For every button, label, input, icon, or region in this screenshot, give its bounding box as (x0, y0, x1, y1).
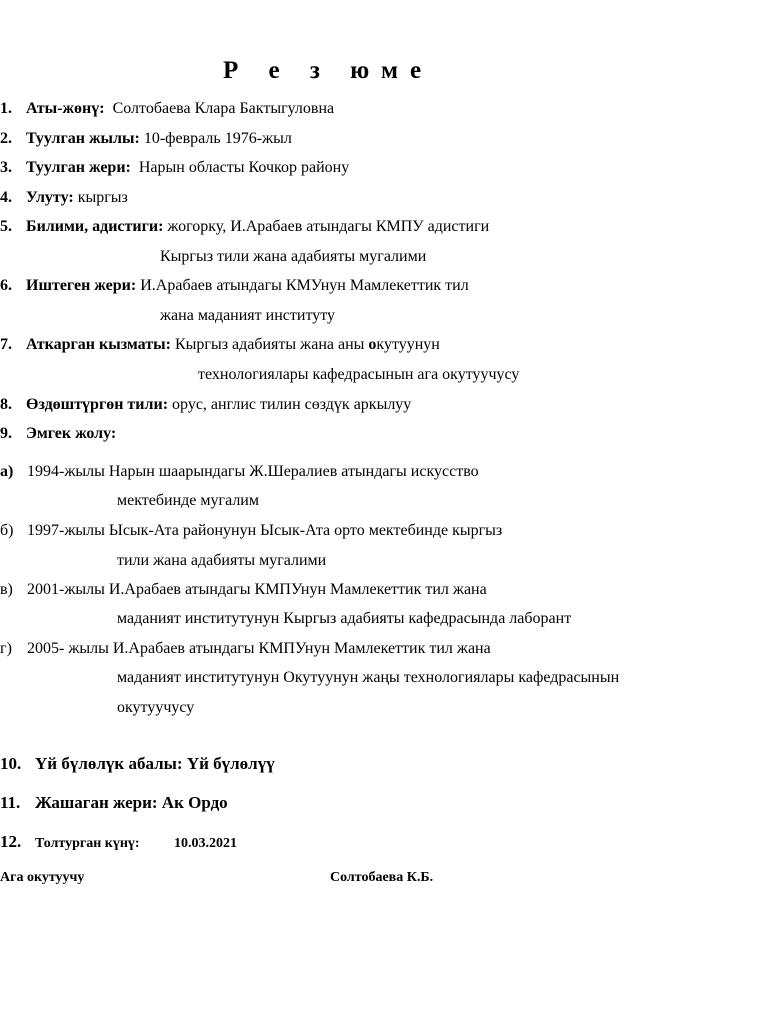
work-entry-continuation: маданият институтунун Кыргыз адабияты кафедрасында лаборант (117, 610, 572, 627)
work-entry-c (0, 580, 487, 600)
work-entry-continuation: маданият институтунун Окутуунун жаңы технологиялары кафедрасынын (117, 669, 620, 686)
item-value-tail: кутуунун (376, 336, 440, 353)
work-entry-text: 2001-жылы И.Арабаев атындагы КМПУнун Мамлекеттик тил жана (27, 581, 487, 598)
item-number: 2. (0, 130, 12, 147)
work-entry-marker: г) (0, 640, 12, 657)
item-value: И.Арабаев атындагы КМУнун Мамлекеттик тил (136, 277, 469, 294)
work-entry-b (0, 521, 502, 541)
work-entry-d (0, 639, 491, 659)
item-number: 10. (0, 754, 22, 773)
item-value: жогорку, И.Арабаев атындагы КМПУ адистиги (163, 218, 490, 235)
work-entry-marker: а) (0, 463, 14, 480)
item-number: 7. (0, 336, 12, 353)
item-full-name (0, 99, 334, 119)
item-value: кыргыз (73, 189, 128, 206)
item-value: 10-февраль 1976-жыл (139, 130, 292, 147)
signature-position: Ага окутуучу (0, 870, 85, 885)
item-education-continuation: Кыргыз тили жана адабияты мугалими (160, 248, 427, 265)
item-label: Өздөштүргөн тили: (26, 396, 169, 413)
item-label: Аткарган кызматы: (26, 336, 171, 353)
item-fill-date (0, 832, 237, 854)
item-number: 6. (0, 277, 12, 294)
item-label: Туулган жылы: (26, 130, 140, 147)
signature-name: Солтобаева К.Б. (330, 870, 434, 885)
item-languages (0, 395, 411, 415)
item-number: 1. (0, 100, 12, 117)
fill-date-label: Толтурган күнү: (35, 836, 140, 851)
item-number: 12. (0, 832, 22, 851)
item-label: Эмгек жолу: (26, 425, 117, 442)
item-number: 11. (0, 793, 21, 812)
item-value-bold-letter: о (368, 336, 377, 353)
work-entry-marker: б) (0, 522, 14, 539)
item-number: 9. (0, 425, 12, 442)
item-nationality (0, 188, 128, 208)
item-family-status (0, 754, 275, 774)
item-position-continuation: технологиялары кафедрасынын ага окутуучусу (198, 366, 520, 383)
item-number: 4. (0, 189, 12, 206)
work-entry-marker: в) (0, 581, 13, 598)
item-position (0, 335, 440, 355)
item-workplace-continuation: жана маданият институту (160, 307, 335, 324)
item-value: Солтобаева Клара Бактыгуловна (104, 100, 335, 117)
item-value: Кыргыз адабияты жана аны (170, 336, 369, 353)
item-value: Нарын областы Кочкор району (130, 159, 350, 176)
work-entry-continuation: тили жана адабияты мугалими (117, 552, 327, 569)
work-entry-text: 2005- жылы И.Арабаев атындагы КМПУнун Мамлекеттик тил жана (27, 640, 491, 657)
item-number: 8. (0, 396, 12, 413)
item-text: Үй бүлөлүк абалы: Үй бүлөлүү (35, 754, 275, 773)
item-birth-place (0, 158, 349, 178)
fill-date-value: 10.03.2021 (174, 836, 237, 851)
work-entry-continuation: окутуучусу (117, 699, 195, 716)
item-number: 5. (0, 218, 12, 235)
item-label: Аты-жөнү: (26, 100, 105, 117)
item-work-history (0, 424, 116, 444)
item-residence (0, 793, 228, 813)
item-text: Жашаган жери: Ак Ордо (35, 793, 228, 812)
item-value: орус, англис тилин сөздүк аркылуу (168, 396, 412, 413)
item-education (0, 217, 489, 237)
item-workplace (0, 276, 469, 296)
item-label: Билими, адистиги: (26, 218, 164, 235)
item-birth-year (0, 129, 292, 149)
item-label: Улуту: (26, 189, 74, 206)
resume-title: Р е з юме (223, 57, 434, 84)
item-label: Иштеген жери: (26, 277, 137, 294)
item-number: 3. (0, 159, 12, 176)
work-entry-text: 1994-жылы Нарын шаарындагы Ж.Шералиев атындагы искусство (27, 463, 479, 480)
item-label: Туулган жери: (26, 159, 131, 176)
work-entry-text: 1997-жылы Ысык-Ата районунун Ысык-Ата орто мектебинде кыргыз (27, 522, 503, 539)
work-entry-a (0, 462, 479, 482)
work-entry-continuation: мектебинде мугалим (117, 492, 259, 509)
